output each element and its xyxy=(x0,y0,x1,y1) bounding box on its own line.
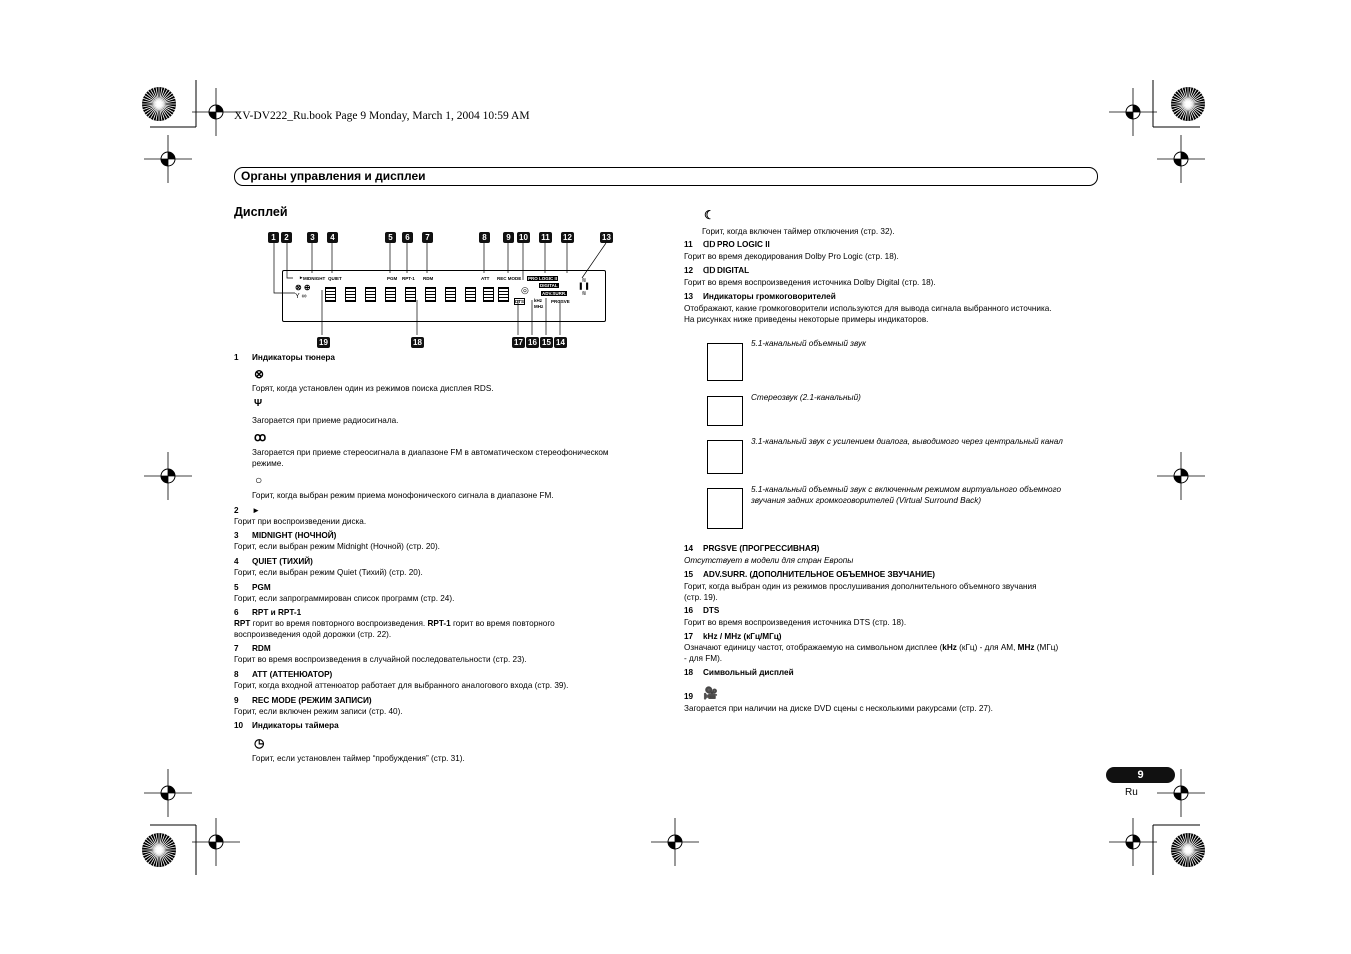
item-7-num: 7 xyxy=(234,644,239,653)
rds-icon: ⊗ xyxy=(254,367,265,381)
callout-6: 6 xyxy=(402,232,413,243)
registration-sunburst-icon xyxy=(142,87,176,121)
callout-2: 2 xyxy=(281,232,292,243)
play-indicator-icon: ► xyxy=(299,275,304,280)
clock-icon: ◷ xyxy=(254,736,265,750)
registration-crosshair-icon xyxy=(144,135,192,183)
callout-4: 4 xyxy=(327,232,338,243)
callout-15: 15 xyxy=(540,337,553,348)
item-8-desc: Горит, когда входной аттенюатор работает для выбранного аналогового входа (стр. 39). xyxy=(234,681,569,690)
item-5-title: PGM xyxy=(252,583,271,592)
segment-digit xyxy=(385,287,396,302)
item-15-num: 15 xyxy=(684,570,694,579)
speaker-example-1: 5.1-канальный объемный звук xyxy=(751,339,866,348)
lcd-prgsve-label: PRGSVE xyxy=(551,299,570,304)
item-15-desc: Горит, когда выбран один из режимов прослушивания дополнительного объемного звучания xyxy=(684,582,1037,591)
segment-digit xyxy=(465,287,476,302)
segment-digit xyxy=(325,287,336,302)
item-16-desc: Горит во время воспроизведения источника DTS (стр. 18). xyxy=(684,618,907,627)
item-3-title: MIDNIGHT (НОЧНОЙ) xyxy=(252,531,337,540)
speaker-diagram-51 xyxy=(707,343,743,381)
item-3-desc: Горит, если выбран режим Midnight (Ночной) (стр. 20). xyxy=(234,542,440,551)
callout-7: 7 xyxy=(422,232,433,243)
item-17-title: kHz / MHz (кГц/МГц) xyxy=(703,632,782,641)
registration-crosshair-icon xyxy=(1109,818,1157,866)
section-title-bar xyxy=(234,167,1098,186)
item-6-title: RPT и RPT-1 xyxy=(252,608,302,617)
item-13-num: 13 xyxy=(684,292,694,301)
item-1-signal-desc: Загорается при приеме радиосигнала. xyxy=(252,416,399,425)
callout-13: 13 xyxy=(600,232,613,243)
lcd-prologic-label: PRO LOGIC II xyxy=(528,276,558,281)
callout-3: 3 xyxy=(307,232,318,243)
play-icon: ► xyxy=(252,506,261,515)
item-19-desc: Загорается при наличии на диске DVD сцены с несколькими ракурсами (стр. 27). xyxy=(684,704,993,713)
item-17-desc: Означают единицу частот, отображаемую на символьном дисплее (kHz (кГц) - для AM, MHz (МГц) xyxy=(684,643,1059,652)
speaker-example-4: 5.1-канальный объемный звук с включенным режимом виртуального объемного xyxy=(751,485,1062,494)
lcd-quiet-label: QUIET xyxy=(328,276,342,281)
lcd-rec-mode-label: REC MODE xyxy=(497,276,522,281)
item-10-wake-desc: Горит, если установлен таймер “пробуждения” (стр. 31). xyxy=(252,754,465,763)
callout-16: 16 xyxy=(526,337,539,348)
callout-18: 18 xyxy=(411,337,424,348)
lcd-pgm-label: PGM xyxy=(387,276,398,281)
registration-crosshair-icon xyxy=(144,769,192,817)
registration-crosshair-icon xyxy=(1157,452,1205,500)
signal-antenna-icon: Ψ xyxy=(254,398,263,409)
segment-digit xyxy=(345,287,356,302)
speaker-example-2: Стереозвук (2.1-канальный) xyxy=(751,393,861,402)
item-7-title: RDM xyxy=(252,644,271,653)
item-19-num: 19 xyxy=(684,692,694,701)
registration-crosshair-icon xyxy=(1109,88,1157,136)
segment-digit xyxy=(365,287,376,302)
item-18-num: 18 xyxy=(684,668,694,677)
item-15-desc-2: (стр. 19). xyxy=(684,593,718,602)
item-11-num: 11 xyxy=(684,240,693,249)
item-16-title: DTS xyxy=(703,606,720,615)
lcd-att-label: ATT xyxy=(481,276,490,281)
callout-10: 10 xyxy=(517,232,530,243)
speaker-example-3: 3.1-канальный звук с усилением диалога, выводимого через центральный канал xyxy=(751,437,1063,446)
file-header-line: XV-DV222_Ru.book Page 9 Monday, March 1, 2004 10:59 AM xyxy=(234,110,530,122)
item-2-desc: Горит при воспроизведении диска. xyxy=(234,517,367,526)
item-6-desc: RPT горит во время повторного воспроизведения. RPT-1 горит во время повторного xyxy=(234,619,555,628)
callout-5: 5 xyxy=(385,232,396,243)
lcd-advsurr-label: ADV.SURR. xyxy=(542,291,567,296)
item-8-title: ATT (АТТЕНЮАТОР) xyxy=(252,670,333,679)
item-4-title: QUIET (ТИХИЙ) xyxy=(252,557,313,566)
sleep-timer-icon: ☾ xyxy=(704,208,715,222)
callout-17: 17 xyxy=(512,337,525,348)
segment-digit xyxy=(498,287,509,302)
item-9-num: 9 xyxy=(234,696,239,705)
speaker-diagram-51-vsb xyxy=(707,488,743,529)
sleep-desc: Горит, когда включен таймер отключения (стр. 32). xyxy=(702,227,895,236)
speaker-example-4-cont: звучания задних громкоговорителей (Virtual Surround Back) xyxy=(751,496,982,505)
dolby-icon: ᗡᗞ xyxy=(703,240,716,249)
item-1-num: 1 xyxy=(234,353,239,362)
camera-angle-icon: 🎥 xyxy=(703,686,718,700)
registration-crosshair-icon xyxy=(651,818,699,866)
speaker-diagram-stereo xyxy=(707,396,743,426)
item-14-num: 14 xyxy=(684,544,694,553)
item-14-title: PRGSVE (ПРОГРЕССИВНАЯ) xyxy=(703,544,820,553)
lcd-display-outline xyxy=(282,270,606,322)
item-9-title: REC MODE (РЕЖИМ ЗАПИСИ) xyxy=(252,696,372,705)
item-10-num: 10 xyxy=(234,721,244,730)
item-4-num: 4 xyxy=(234,557,239,566)
registration-crosshair-icon xyxy=(1157,135,1205,183)
item-8-num: 8 xyxy=(234,670,239,679)
callout-14: 14 xyxy=(554,337,567,348)
callout-12: 12 xyxy=(561,232,574,243)
registration-crosshair-icon xyxy=(192,88,240,136)
registration-sunburst-icon xyxy=(142,833,176,867)
item-13-title: Индикаторы громкоговорителей xyxy=(703,292,836,301)
item-6-num: 6 xyxy=(234,608,239,617)
lcd-digital-label: DIGITAL xyxy=(540,283,558,288)
item-3-num: 3 xyxy=(234,531,239,540)
segment-digit xyxy=(405,287,416,302)
lcd-rpt-label: RPT-1 xyxy=(402,276,415,281)
item-4-desc: Горит, если выбран режим Quiet (Тихий) (стр. 20). xyxy=(234,568,423,577)
dolby-icon: ᗡᗞ xyxy=(703,266,716,275)
item-1-rds-desc: Горят, когда установлен один из режимов поиска дисплея RDS. xyxy=(252,384,494,393)
item-18-title: Символьный дисплей xyxy=(703,668,794,677)
item-11-title: PRO LOGIC II xyxy=(717,240,770,249)
item-12-num: 12 xyxy=(684,266,694,275)
angle-icon: ◎ xyxy=(521,285,529,295)
item-1-stereo-desc-2: режиме. xyxy=(252,459,284,468)
item-7-desc: Горит во время воспроизведения в случайной последовательности (стр. 23). xyxy=(234,655,527,664)
lcd-midnight-label: MIDNIGHT xyxy=(303,276,326,281)
language-code: Ru xyxy=(1125,787,1138,798)
segment-digit xyxy=(425,287,436,302)
item-13-desc-2: На рисунках ниже приведены некоторые примеры индикаторов. xyxy=(684,315,929,324)
rds-icon: ⊗ ⊕ xyxy=(295,283,311,292)
callout-19: 19 xyxy=(317,337,330,348)
item-1-stereo-desc: Загорается при приеме стереосигнала в диапазоне FM в автоматическом стереофоническом xyxy=(252,448,609,457)
item-17-desc-2: - для FM). xyxy=(684,654,723,663)
registration-crosshair-icon xyxy=(144,452,192,500)
callout-8: 8 xyxy=(479,232,490,243)
page-number: 9 xyxy=(1106,767,1175,783)
lcd-dts-label: DTS xyxy=(515,299,524,304)
item-14-desc: Отсутствует в модели для стран Европы xyxy=(684,556,854,565)
section-title: Органы управления и дисплеи xyxy=(241,169,426,183)
item-9-desc: Горит, если включен режим записи (стр. 40). xyxy=(234,707,403,716)
callout-1: 1 xyxy=(268,232,279,243)
registration-crosshair-icon xyxy=(192,818,240,866)
item-15-title: ADV.SURR. (ДОПОЛНИТЕЛЬНОЕ ОБЪЕМНОЕ ЗВУЧАНИЕ) xyxy=(703,570,936,579)
segment-digit xyxy=(483,287,494,302)
item-10-title: Индикаторы таймера xyxy=(252,721,339,730)
lcd-khz-label: kHz xyxy=(534,298,543,303)
antenna-icon: Y ∞ xyxy=(295,293,307,300)
speaker-diagram-31 xyxy=(707,440,743,474)
item-5-num: 5 xyxy=(234,583,239,592)
item-5-desc: Горит, если запрограммирован список программ (стр. 24). xyxy=(234,594,455,603)
item-1-title: Индикаторы тюнера xyxy=(252,353,335,362)
item-11-desc: Горит во время декодирования Dolby Pro Logic (стр. 18). xyxy=(684,252,899,261)
item-12-title: DIGITAL xyxy=(717,266,750,275)
callout-11: 11 xyxy=(539,232,552,243)
item-2-num: 2 xyxy=(234,506,239,515)
item-1-mono-desc: Горит, когда выбран режим приема монофонического сигнала в диапазоне FM. xyxy=(252,491,554,500)
lcd-rdm-label: RDM xyxy=(423,276,434,281)
speaker-indicator-icon: ≋ ▌▐ ≋ xyxy=(579,278,589,297)
item-16-num: 16 xyxy=(684,606,694,615)
mono-icon: ○ xyxy=(255,473,263,487)
page-heading: Дисплей xyxy=(234,205,288,219)
item-6-desc-2: воспроизведения одой дорожки (стр. 22). xyxy=(234,630,392,639)
stereo-icon: ꝏ xyxy=(254,430,267,444)
registration-sunburst-icon xyxy=(1171,833,1205,867)
segment-digit xyxy=(445,287,456,302)
callout-9: 9 xyxy=(503,232,514,243)
registration-sunburst-icon xyxy=(1171,87,1205,121)
item-13-desc: Отображают, какие громкоговорители используются для вывода сигнала выбранного источника. xyxy=(684,304,1052,313)
item-12-desc: Горит во время воспроизведения источника Dolby Digital (стр. 18). xyxy=(684,278,936,287)
item-17-num: 17 xyxy=(684,632,694,641)
lcd-mhz-label: MHz xyxy=(534,304,544,309)
